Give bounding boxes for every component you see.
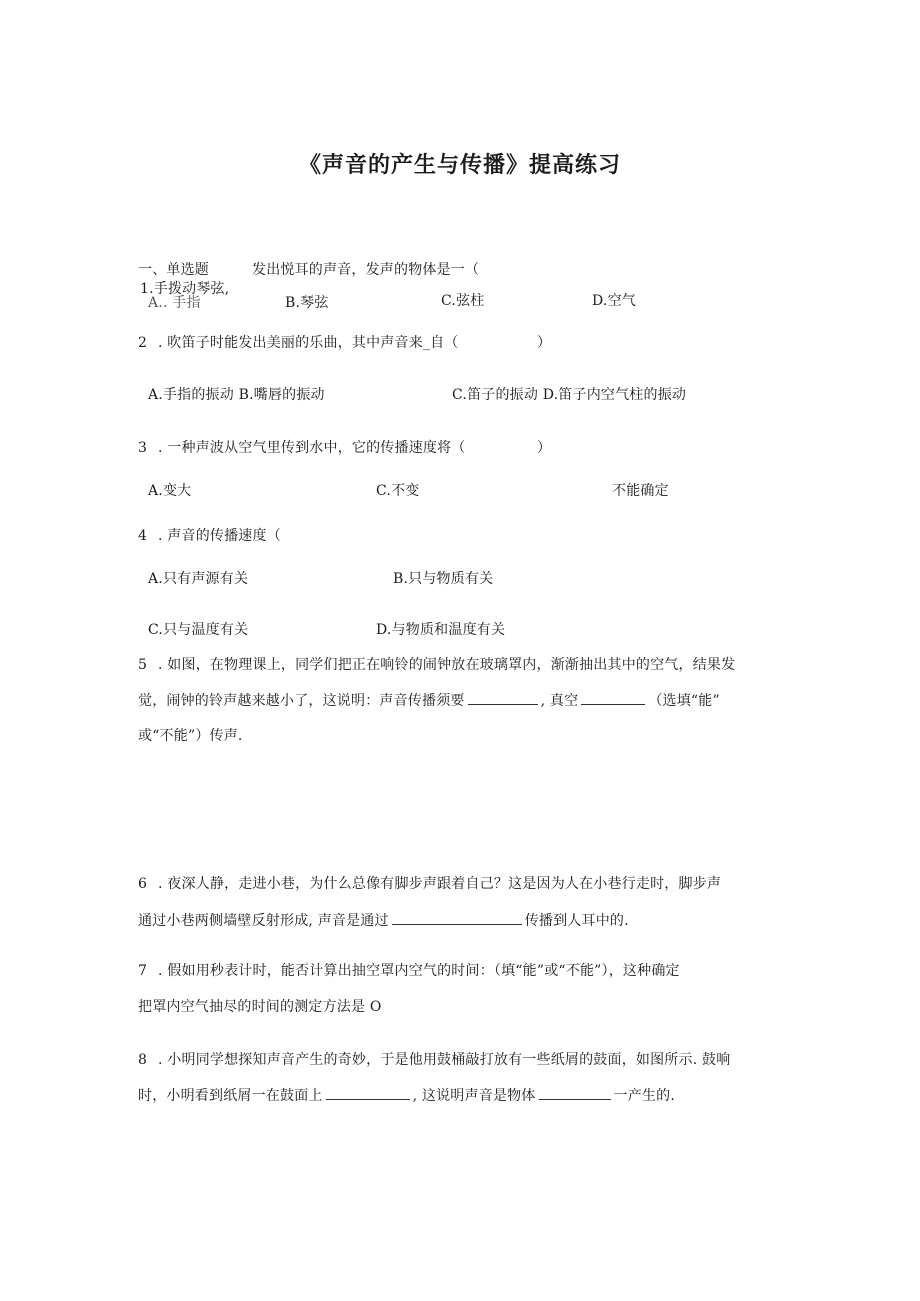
q4-number: 4 bbox=[138, 528, 148, 544]
q4-option-c: C.只与温度有关 bbox=[148, 622, 249, 638]
q8-line-2 bbox=[138, 1087, 675, 1105]
q7-line-1: . 假如用秒表计时，能否计算出抽空罩内空气的时间：（填“能”或“不能”），这种确定 bbox=[158, 963, 680, 979]
q6-number: 6 bbox=[138, 876, 148, 892]
q5-line-1: . 如图，在物理课上，同学们把正在响铃的闹钟放在玻璃罩内，渐渐抽出其中的空气，结果发 bbox=[158, 657, 736, 673]
q3-option-c: C.不变 bbox=[376, 483, 420, 499]
q8-blank-1[interactable] bbox=[326, 1087, 410, 1100]
q6-line-2a: 通过小巷两侧墙壁反射形成, 声音是通过 bbox=[138, 913, 389, 929]
q3-close-paren: ） bbox=[537, 440, 552, 456]
q4-option-b: B.只与物质有关 bbox=[393, 571, 494, 587]
q5-line-3: 或“不能”）传声. bbox=[138, 728, 243, 744]
q6-line-1: . 夜深人静，走进小巷，为什么总像有脚步声跟着自己？这是因为人在小巷行走时，脚步声 bbox=[158, 876, 722, 892]
q5-number: 5 bbox=[138, 657, 148, 673]
q8-line-2c: 一产生的. bbox=[613, 1088, 675, 1104]
page-title: 《声音的产生与传播》提高练习 bbox=[298, 153, 621, 178]
q1-stem-right: 发出悦耳的声音，发声的物体是一（ bbox=[252, 262, 480, 278]
q5-line-2a: 觉，闹钟的铃声越来越小了，这说明：声音传播须要 bbox=[138, 693, 465, 709]
section-heading: 一、单选题 bbox=[138, 262, 209, 278]
q4-stem: . 声音的传播速度（ bbox=[158, 528, 281, 544]
q1-option-b: B.琴弦 bbox=[285, 295, 329, 311]
q4-option-d: D.与物质和温度有关 bbox=[376, 622, 506, 638]
q8-line-2b: , 这说明声音是物体 bbox=[412, 1088, 536, 1104]
q1-option-d: D.空气 bbox=[592, 293, 636, 309]
q5-blank-1[interactable] bbox=[468, 692, 538, 705]
q5-blank-2[interactable] bbox=[581, 692, 645, 705]
q4-option-a: A.只有声源有关 bbox=[148, 571, 249, 587]
q6-line-2b: 传播到人耳中的. bbox=[524, 913, 629, 929]
q5-line-2 bbox=[138, 692, 720, 710]
q2-number: 2 bbox=[138, 335, 148, 351]
q3-number: 3 bbox=[138, 440, 148, 456]
q8-line-2a: 时，小明看到纸屑一在鼓面上 bbox=[138, 1088, 323, 1104]
q7-line-2: 把罩内空气抽尽的时间的测定方法是 O bbox=[138, 999, 382, 1015]
q7-number: 7 bbox=[138, 963, 148, 979]
q8-line-1: . 小明同学想探知声音产生的奇妙，于是他用鼓桶敲打放有一些纸屑的鼓面，如图所示. 鼓响 bbox=[158, 1052, 731, 1068]
q2-stem: . 吹笛子时能发出美丽的乐曲，其中声音来_自（ bbox=[158, 335, 459, 351]
q2-close-paren: ） bbox=[537, 335, 552, 351]
q3-option-a: A.变大 bbox=[148, 483, 192, 499]
q6-line-2 bbox=[138, 912, 629, 930]
q8-blank-2[interactable] bbox=[539, 1087, 611, 1100]
q3-option-other: 不能确定 bbox=[612, 483, 669, 499]
q2-options-cd: C.笛子的振动 D.笛子内空气柱的振动 bbox=[452, 387, 687, 403]
q6-blank[interactable] bbox=[392, 912, 522, 925]
q5-line-2c: （选填“能” bbox=[648, 693, 720, 709]
q1-option-c: C.弦柱 bbox=[441, 293, 485, 309]
q5-line-2b: , 真空 bbox=[540, 693, 579, 709]
q8-number: 8 bbox=[138, 1052, 148, 1068]
q1-stem-left: 1.手拨动琴弦, bbox=[140, 281, 230, 297]
q3-stem: . 一种声波从空气里传到水中，它的传播速度将（ bbox=[158, 440, 466, 456]
q2-options-ab: A.手指的振动 B.嘴唇的振动 bbox=[148, 387, 325, 403]
q1-option-a: A.. 手指 bbox=[148, 295, 201, 311]
